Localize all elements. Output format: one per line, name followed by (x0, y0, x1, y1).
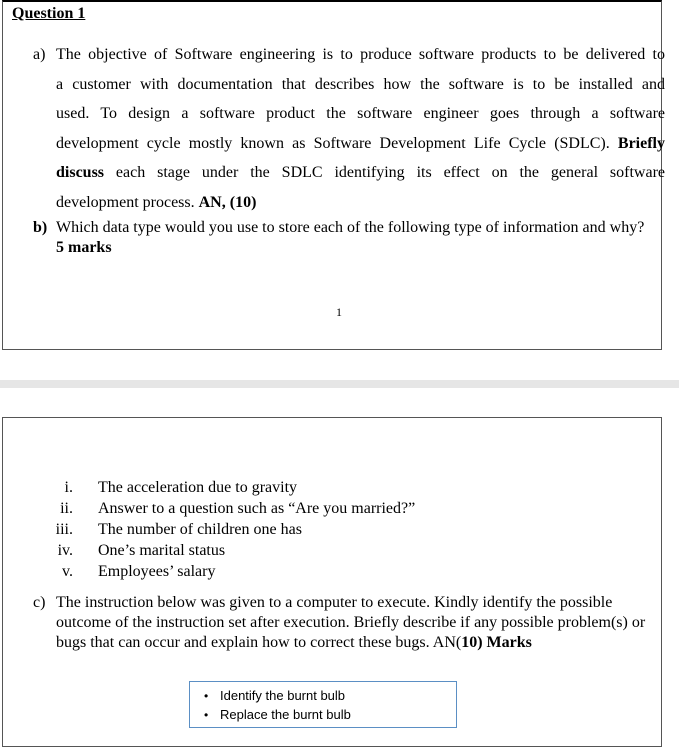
list-item-text: One’s marital status (98, 542, 226, 559)
instruction-text: Replace the burnt bulb (220, 707, 351, 722)
part-b-text: Which data type would you use to store each of the following type of information and why? (56, 219, 645, 236)
part-a-line (56, 129, 665, 159)
list-item-text: Answer to a question such as “Are you married?” (98, 500, 416, 517)
page-1 (2, 0, 665, 350)
bullet-icon: • (204, 708, 209, 722)
list-item-text: The number of children one has (98, 521, 302, 538)
part-c-marks: 10) Marks (461, 634, 532, 651)
list-item-text: Employees’ salary (98, 563, 216, 580)
part-b (33, 218, 653, 258)
part-b-label: b) (33, 219, 48, 236)
part-a-line-text: development process. (56, 193, 199, 211)
list-item-text: The acceleration due to gravity (98, 479, 298, 496)
instruction-text: Identify the burnt bulb (220, 688, 346, 703)
instruction-item (204, 706, 351, 724)
part-b-marks: 5 marks (56, 239, 112, 256)
part-a-line: a customer with documentation that describes how the software is to be installed and (56, 75, 665, 93)
bold-briefly: Briefly (617, 134, 665, 152)
list-item-number: i. (64, 479, 73, 496)
instruction-item (204, 687, 346, 705)
part-c-text: The instruction below was given to a computer to execute. Kindly identify the possible outcome of the instruction set after execution. Briefly describe if any possible problem(s) or bugs that can occur and explain how to correct these bugs. AN( (56, 594, 646, 651)
part-a-line: The objective of Software engineering is to produce software products to be delivered to (56, 46, 665, 63)
list-item-number: v. (62, 563, 73, 580)
part-a-body (56, 40, 665, 217)
page-separator (0, 380, 679, 388)
part-a (33, 40, 665, 217)
part-c-label: c) (33, 594, 46, 611)
instruction-box (189, 681, 457, 728)
bullet-icon: • (204, 689, 209, 703)
part-a-line (56, 188, 665, 218)
list-item-number: ii. (60, 500, 73, 517)
part-a-line-text: each stage under the SDLC identifying its effect on the general software (104, 164, 665, 181)
list-item-number: iii. (55, 521, 73, 538)
part-a-label: a) (33, 46, 46, 63)
part-a-line (56, 158, 665, 188)
bold-discuss: discuss (56, 164, 105, 181)
list-item-number: iv. (57, 542, 73, 559)
part-a-line-text: development cycle mostly known as Software Development Life Cycle (SDLC). (56, 134, 618, 152)
part-a-marks: AN, (10) (198, 193, 257, 211)
question-title: Question 1 (12, 5, 86, 22)
part-c-body (56, 593, 665, 653)
part-a-line: used. To design a software product the software engineer goes through a software (56, 105, 665, 122)
page-number: 1 (336, 305, 342, 319)
page-2 (2, 417, 662, 747)
part-c (33, 593, 665, 653)
part-b-body (56, 218, 653, 258)
